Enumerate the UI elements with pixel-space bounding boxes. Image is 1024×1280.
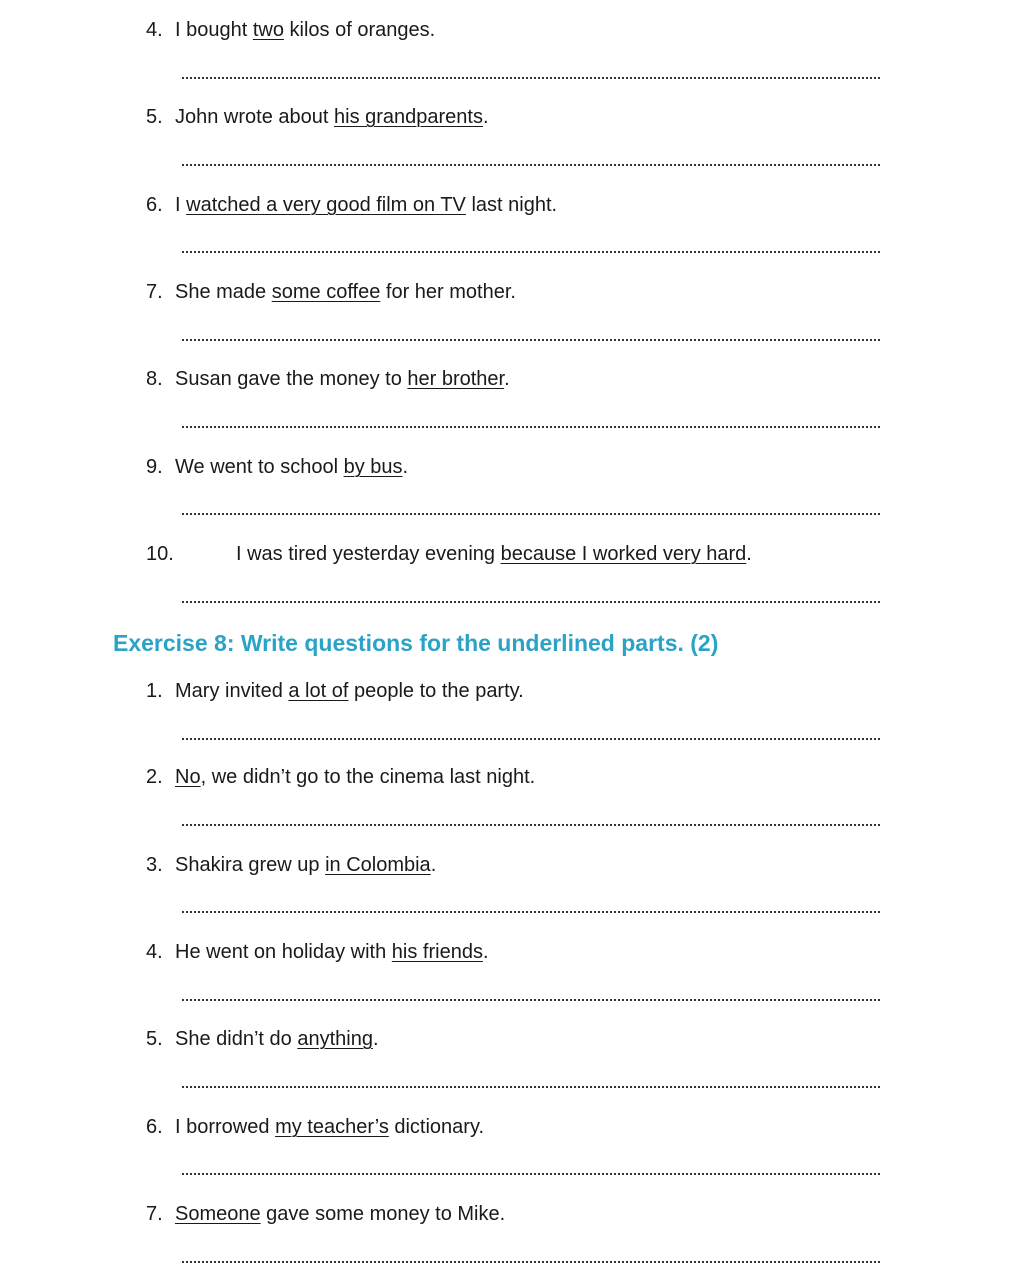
- ex8-question-3: [146, 853, 436, 877]
- question-text-end: .: [746, 543, 752, 565]
- underlined-part: my teacher’s: [275, 1116, 389, 1138]
- question-number: 1.: [146, 680, 163, 702]
- answer-line[interactable]: [182, 426, 880, 428]
- answer-line[interactable]: [182, 339, 880, 341]
- question-number: 7.: [146, 281, 163, 303]
- answer-line[interactable]: [182, 513, 880, 515]
- answer-line[interactable]: [182, 1261, 880, 1263]
- question-6: [146, 193, 557, 217]
- answer-line[interactable]: [182, 911, 880, 913]
- question-text-end: kilos of oranges.: [283, 19, 436, 41]
- question-text: Shakira grew up: [175, 854, 326, 876]
- answer-line[interactable]: [182, 251, 880, 253]
- question-10: [146, 542, 752, 566]
- underlined-part: a lot of: [288, 680, 349, 702]
- question-text-end: .: [430, 854, 437, 876]
- question-number: 9.: [146, 456, 163, 478]
- question-text-end: .: [402, 456, 409, 478]
- answer-line[interactable]: [182, 164, 880, 166]
- ex8-question-6: [146, 1115, 484, 1139]
- exercise-heading: Exercise 8: Write questions for the underlined parts. (2): [113, 630, 719, 656]
- ex8-question-5: [146, 1027, 379, 1051]
- answer-line[interactable]: [182, 738, 880, 740]
- underlined-part: her brother: [407, 368, 505, 390]
- question-number: 2.: [146, 766, 163, 788]
- question-text: Susan gave the money to: [175, 368, 408, 390]
- question-text-end: people to the party.: [348, 680, 524, 702]
- underlined-part: anything: [297, 1028, 373, 1050]
- underlined-part: watched a very good film on TV: [186, 194, 466, 216]
- question-number: 5.: [146, 1028, 163, 1050]
- question-text-end: last night.: [465, 194, 558, 216]
- underlined-part: Someone: [175, 1203, 261, 1225]
- question-text-end: dictionary.: [388, 1116, 485, 1138]
- question-7: [146, 280, 516, 304]
- question-text: She didn’t do: [175, 1028, 298, 1050]
- ex8-question-7: [146, 1202, 505, 1226]
- question-number: 3.: [146, 854, 163, 876]
- question-text: She made: [175, 281, 272, 303]
- question-text-end: .: [504, 368, 510, 390]
- question-text: He went on holiday with: [175, 941, 392, 963]
- underlined-part: because I worked very hard: [500, 543, 747, 565]
- ex8-question-1: [146, 679, 524, 703]
- question-text-end: .: [372, 1028, 379, 1050]
- question-text: I: [175, 194, 187, 216]
- answer-line[interactable]: [182, 824, 880, 826]
- question-text-end: , we didn’t go to the cinema last night.: [200, 766, 536, 788]
- underlined-part: two: [252, 19, 284, 41]
- question-number: 7.: [146, 1203, 163, 1225]
- answer-line[interactable]: [182, 1086, 880, 1088]
- underlined-part: by bus: [343, 456, 403, 478]
- question-text: John wrote about: [175, 106, 334, 128]
- underlined-part: his friends: [391, 941, 483, 963]
- question-number: 4.: [146, 941, 163, 963]
- question-text-end: gave some money to Mike.: [260, 1203, 506, 1225]
- question-text: Mary invited: [175, 680, 289, 702]
- question-number: 10.: [146, 543, 174, 565]
- question-text: I borrowed: [175, 1116, 276, 1138]
- question-4: [146, 18, 435, 42]
- answer-line[interactable]: [182, 1173, 880, 1175]
- question-text-end: .: [482, 106, 489, 128]
- underlined-part: his grandparents: [334, 106, 483, 128]
- question-9: [146, 455, 408, 479]
- question-number: 6.: [146, 194, 163, 216]
- question-text-end: .: [482, 941, 489, 963]
- underlined-part: some coffee: [271, 281, 381, 303]
- underlined-part: in Colombia: [325, 854, 431, 876]
- answer-line[interactable]: [182, 999, 880, 1001]
- ex8-question-2: [146, 765, 535, 789]
- question-text-end: for her mother.: [380, 281, 516, 303]
- question-number: 8.: [146, 368, 163, 390]
- question-number: 6.: [146, 1116, 163, 1138]
- question-number: 4.: [146, 19, 163, 41]
- question-5: [146, 105, 489, 129]
- underlined-part: No: [175, 766, 201, 788]
- ex8-question-4: [146, 940, 489, 964]
- question-text: I was tired yesterday evening: [236, 543, 501, 565]
- answer-line[interactable]: [182, 77, 880, 79]
- question-8: [146, 367, 510, 391]
- question-text: We went to school: [175, 456, 344, 478]
- question-number: 5.: [146, 106, 163, 128]
- question-text: I bought: [175, 19, 253, 41]
- answer-line[interactable]: [182, 601, 880, 603]
